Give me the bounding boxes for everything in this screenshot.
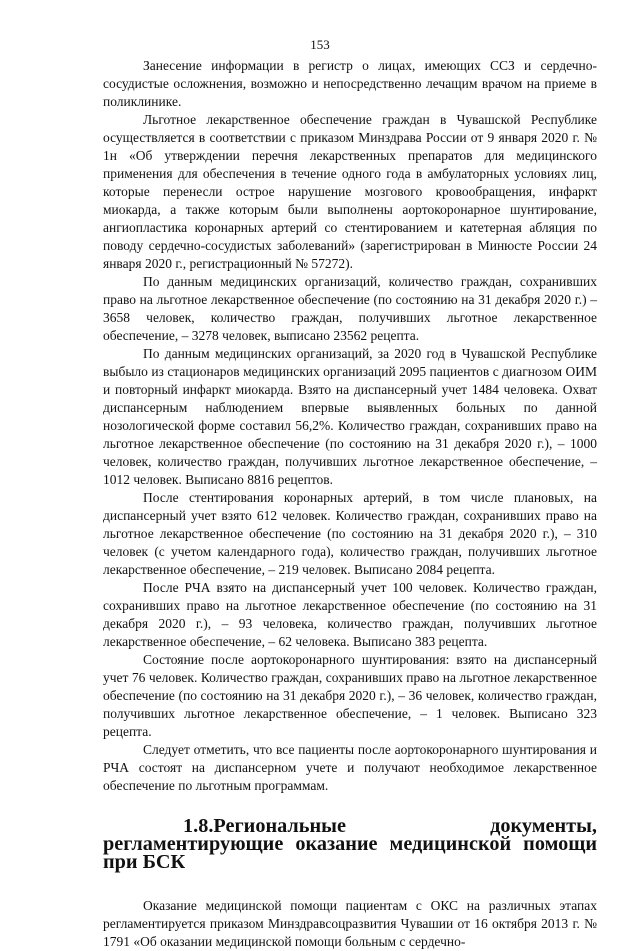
page-content [103,57,597,951]
paragraph-regional-order: Оказание медицинской помощи пациентам с ОКС на различных этапах регламентируется приказом Минздравсоцразвития Чувашии от 16 октября 2013 г. № 1791 «Об оказании медицинской помощи больным с сердечно- [103,898,597,949]
page-number: 153 [310,37,330,52]
paragraph-conclusion: Следует отметить, что все пациенты после аортокоронарного шунтирования и РЧА состоят на диспансерном учете и получают необходимое лекарственное обеспечение по льготным программам. [103,742,597,793]
paragraph-drug-provision-order: Льготное лекарственное обеспечение граждан в Чувашской Республике осуществляется в соответствии с приказом Минздрава России от 9 января 2020 г. № 1н «Об утверждении перечня лекарственных препаратов для медицинского применения для обеспечения в течение одного года в амбулаторных условиях лиц, которые перенесли острое нарушение мозгового кровообращения, инфаркт миокарда, а также которым были выполнены аортокоронарное шунтирование, ангиопластика коронарных артерий со стентированием и катетерная абляция по поводу сердечно-сосудистых заболеваний» (зарегистрирован в Минюсте России 24 января 2020 г., регистрационный № 57272). [103,112,597,271]
section-number: 1.8. [183,815,214,837]
paragraph-cabg-statistics: Состояние после аортокоронарного шунтирования: взято на диспансерный учет 76 человек. Количество граждан, сохранивших право на льготное лекарственное обеспечение (по состоянию на 31 декабря 2020 г.), – 36 человек, количество граждан, получивших льготное лекарственное обеспечение, – 1 человек. Выписано 323 рецепта. [103,652,597,739]
paragraph-rfa-statistics: После РЧА взято на диспансерный учет 100 человек. Количество граждан, сохранивших право на льготное лекарственное обеспечение (по состоянию на 31 декабря 2020 г.), – 93 человека, количество граждан, получивших льготное лекарственное обеспечение, – 62 человека. Выписано 383 рецепта. [103,580,597,649]
section-heading [103,817,597,871]
paragraph-registry: Занесение информации в регистр о лицах, имеющих ССЗ и сердечно-сосудистые осложнения, возможно и непосредственно лечащим врачом на приеме в поликлинике. [103,58,597,109]
paragraph-ami-statistics: По данным медицинских организаций, за 2020 год в Чувашской Республике выбыло из стационаров медицинских организаций 2095 пациентов с диагнозом ОИМ и повторный инфаркт миокарда. Взято на диспансерный учет 1484 человека. Охват диспансерным наблюдением впервые выявленных больных по данной нозологической форме составил 56,2%. Количество граждан, сохранивших право на льготное лекарственное обеспечение (по состоянию на 31 декабря 2020 г.), – 1000 человек, количество граждан, получивших льготное лекарственное обеспечение, – 1012 человек. Выписано 8816 рецептов. [103,346,597,487]
section-title: Региональные документы, регламентирующие оказание медицинской помощи при БСК [103,815,597,873]
paragraph-stenting-statistics: После стентирования коронарных артерий, в том числе плановых, на диспансерный учет взято 612 человек. Количество граждан, сохранивших право на льготное лекарственное обеспечение (по состоянию на 31 декабря 2020 г.), – 310 человек (с учетом календарного года), количество граждан, получивших льготное лекарственное обеспечение, – 219 человек. Выписано 2084 рецепта. [103,490,597,577]
paragraph-overall-statistics: По данным медицинских организаций, количество граждан, сохранивших право на льготное лекарственное обеспечение (по состоянию на 31 декабря 2020 г.) – 3658 человек, количество граждан, получивших льготное лекарственное обеспечение, – 3278 человек, выписано 23562 рецепта. [103,274,597,343]
